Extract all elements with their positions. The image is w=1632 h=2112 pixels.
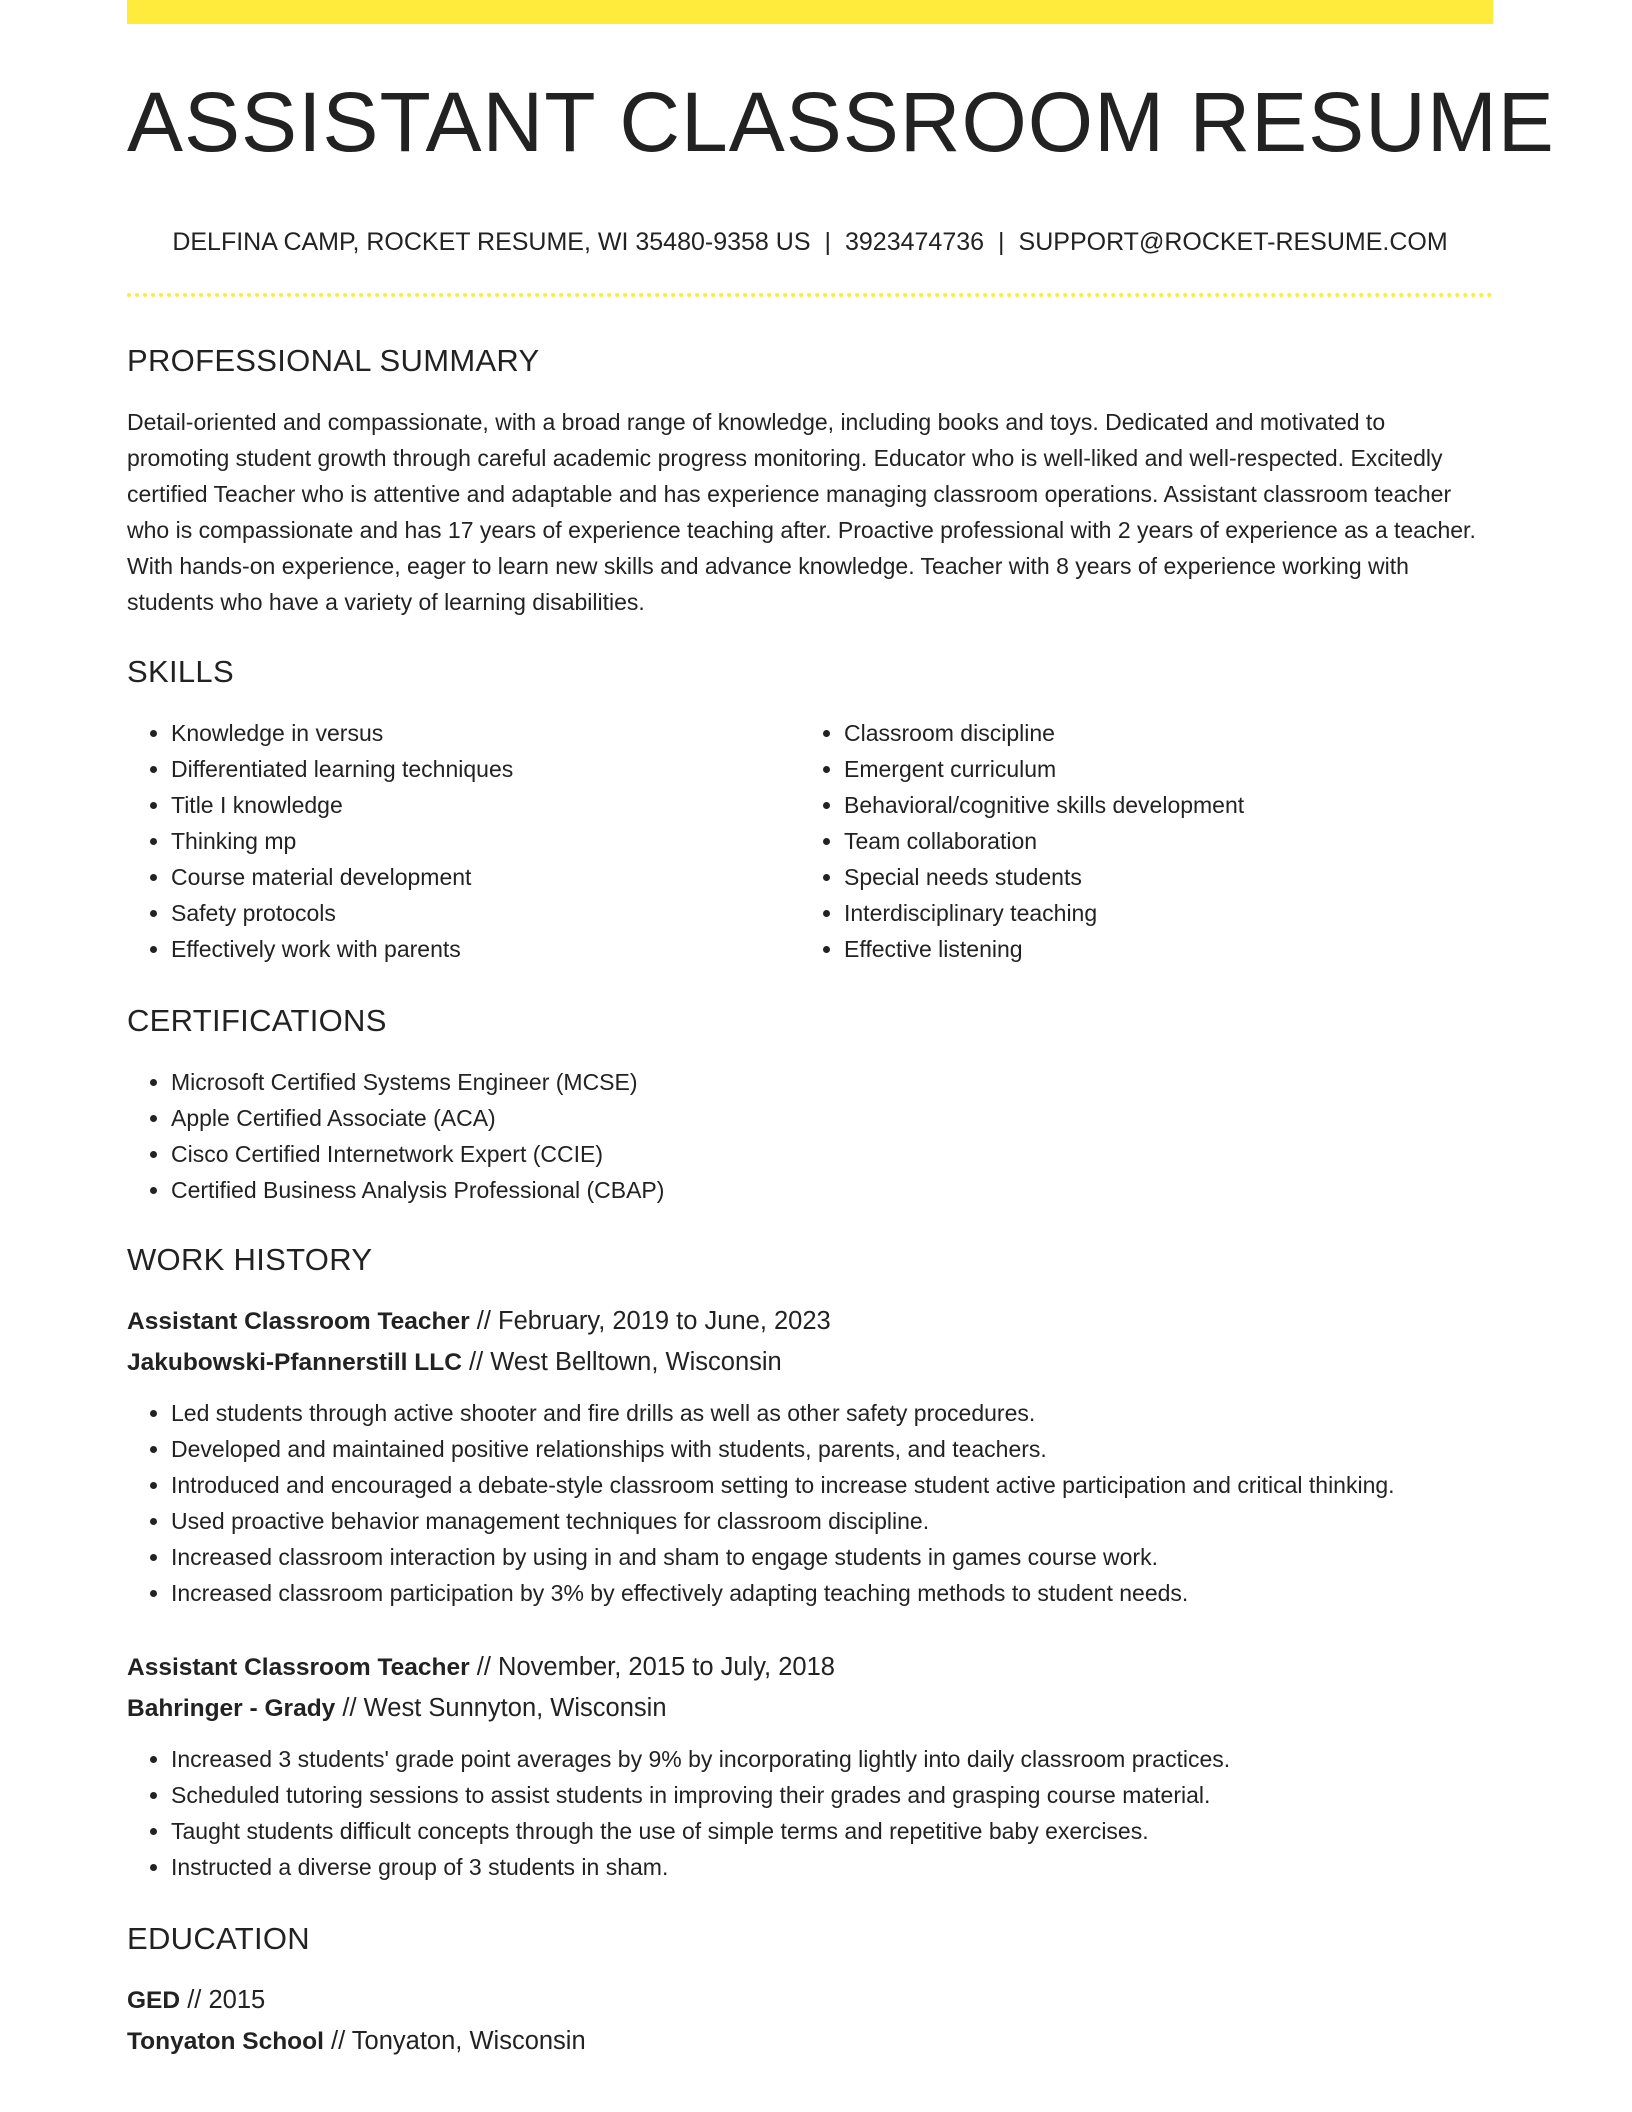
job-bullet: • Used proactive behavior management techniques for classroom discipline. (171, 1503, 1493, 1539)
job-bullet: • Taught students difficult concepts through the use of simple terms and repetitive baby exercises. (171, 1813, 1493, 1849)
education-year: 2015 (208, 1986, 266, 2014)
job-dates: November, 2015 to July, 2018 (498, 1653, 835, 1681)
section-title-education: EDUCATION (127, 1921, 310, 1956)
education-school: Tonyaton School (127, 2028, 324, 2055)
job-bullet: • Increased 3 students' grade point averages by 9% by incorporating lightly into daily classroom practices. (171, 1741, 1493, 1777)
job-bullet: • Increased classroom participation by 3% by effectively adapting teaching methods to student needs. (171, 1575, 1493, 1611)
certification-item: • Apple Certified Associate (ACA) (171, 1100, 1493, 1136)
contact-separator: | (824, 228, 831, 256)
job-bullet: • Led students through active shooter and fire drills as well as other safety procedures. (171, 1395, 1493, 1431)
education-location: Tonyaton, Wisconsin (351, 2027, 586, 2055)
job-role-line (127, 1647, 1493, 1688)
top-accent-bar (127, 0, 1493, 24)
job-separator: // (342, 1694, 357, 1722)
education-degree-line (127, 1980, 1493, 2021)
job-location: West Sunnyton, Wisconsin (363, 1694, 667, 1722)
job-dates: February, 2019 to June, 2023 (498, 1307, 831, 1335)
skill-item: • Course material development (171, 859, 800, 895)
job-bullet: • Developed and maintained positive relationships with students, parents, and teachers. (171, 1431, 1493, 1467)
section-title-summary: PROFESSIONAL SUMMARY (127, 343, 540, 378)
skill-item: • Emergent curriculum (844, 751, 1473, 787)
skill-item: • Team collaboration (844, 823, 1473, 859)
education-separator: // (331, 2027, 346, 2055)
skill-item: • Differentiated learning techniques (171, 751, 800, 787)
section-title-work-history: WORK HISTORY (127, 1242, 373, 1277)
contact-phone: 3923474736 (845, 228, 985, 256)
summary-text: Detail-oriented and compassionate, with a broad range of knowledge, including books and toys. Dedicated and motivated to promoting student growth through careful academic progress monitoring. Educator who is well-liked and well-respected. Excitedly certified Teacher who is attentive and adaptable and has experience managing classroom operations. Assistant classroom teacher who is compassionate and has 17 years of experience teaching after. Proactive professional with 2 years of experience as a teacher. With hands-on experience, eager to learn new skills and advance knowledge. Teacher with 8 years of experience working with students who have a variety of learning disabilities. (127, 409, 1476, 615)
skills-list-left (127, 715, 800, 967)
job-bullet: • Introduced and encouraged a debate-style classroom setting to increase student active participation and critical thinking. (171, 1467, 1493, 1503)
skills-list-right (800, 715, 1473, 967)
job-role: Assistant Classroom Teacher (127, 1654, 470, 1681)
skill-item: • Effective listening (844, 931, 1473, 967)
skill-item: • Knowledge in versus (171, 715, 800, 751)
job-role: Assistant Classroom Teacher (127, 1308, 470, 1335)
skill-item: • Behavioral/cognitive skills development (844, 787, 1473, 823)
job-bullet: • Scheduled tutoring sessions to assist students in improving their grades and grasping course material. (171, 1777, 1493, 1813)
section-title-skills: SKILLS (127, 654, 234, 689)
skill-item: • Classroom discipline (844, 715, 1473, 751)
contact-separator: | (998, 228, 1005, 256)
skill-item: • Effectively work with parents (171, 931, 800, 967)
job-location: West Belltown, Wisconsin (490, 1348, 782, 1376)
contact-address: DELFINA CAMP, ROCKET RESUME, WI 35480-9358 US (172, 228, 811, 256)
skill-item: • Title I knowledge (171, 787, 800, 823)
education-school-line (127, 2021, 1493, 2062)
resume-content (127, 0, 1555, 2062)
job-bullet: • Instructed a diverse group of 3 students in sham. (171, 1849, 1493, 1885)
job-company-line (127, 1342, 1493, 1383)
skill-item: • Special needs students (844, 859, 1473, 895)
job-separator: // (469, 1348, 484, 1376)
skill-item: • Safety protocols (171, 895, 800, 931)
skill-item: • Interdisciplinary teaching (844, 895, 1473, 931)
resume-title: ASSISTANT CLASSROOM RESUME (127, 75, 1555, 169)
job-separator: // (476, 1653, 491, 1681)
job-company: Jakubowski-Pfannerstill LLC (127, 1349, 462, 1376)
certification-item: • Certified Business Analysis Professional (CBAP) (171, 1172, 1493, 1208)
contact-email: SUPPORT@ROCKET-RESUME.COM (1018, 228, 1448, 256)
contact-line (127, 230, 1493, 255)
education-separator: // (187, 1986, 202, 2014)
job-role-line (127, 1301, 1493, 1342)
job-company-line (127, 1688, 1493, 1729)
job-bullet: • Increased classroom interaction by using in and sham to engage students in games course work. (171, 1539, 1493, 1575)
education-degree: GED (127, 1987, 181, 2014)
section-title-certifications: CERTIFICATIONS (127, 1003, 387, 1038)
job-bullets (127, 1741, 1493, 1885)
dotted-divider (127, 293, 1493, 297)
skill-item: • Thinking mp (171, 823, 800, 859)
skills-columns (127, 715, 1493, 967)
job-company: Bahringer - Grady (127, 1695, 336, 1722)
job-separator: // (476, 1307, 491, 1335)
certification-item: • Microsoft Certified Systems Engineer (MCSE) (171, 1064, 1493, 1100)
job-bullets (127, 1395, 1493, 1611)
certifications-list (127, 1064, 1493, 1208)
certification-item: • Cisco Certified Internetwork Expert (CCIE) (171, 1136, 1493, 1172)
